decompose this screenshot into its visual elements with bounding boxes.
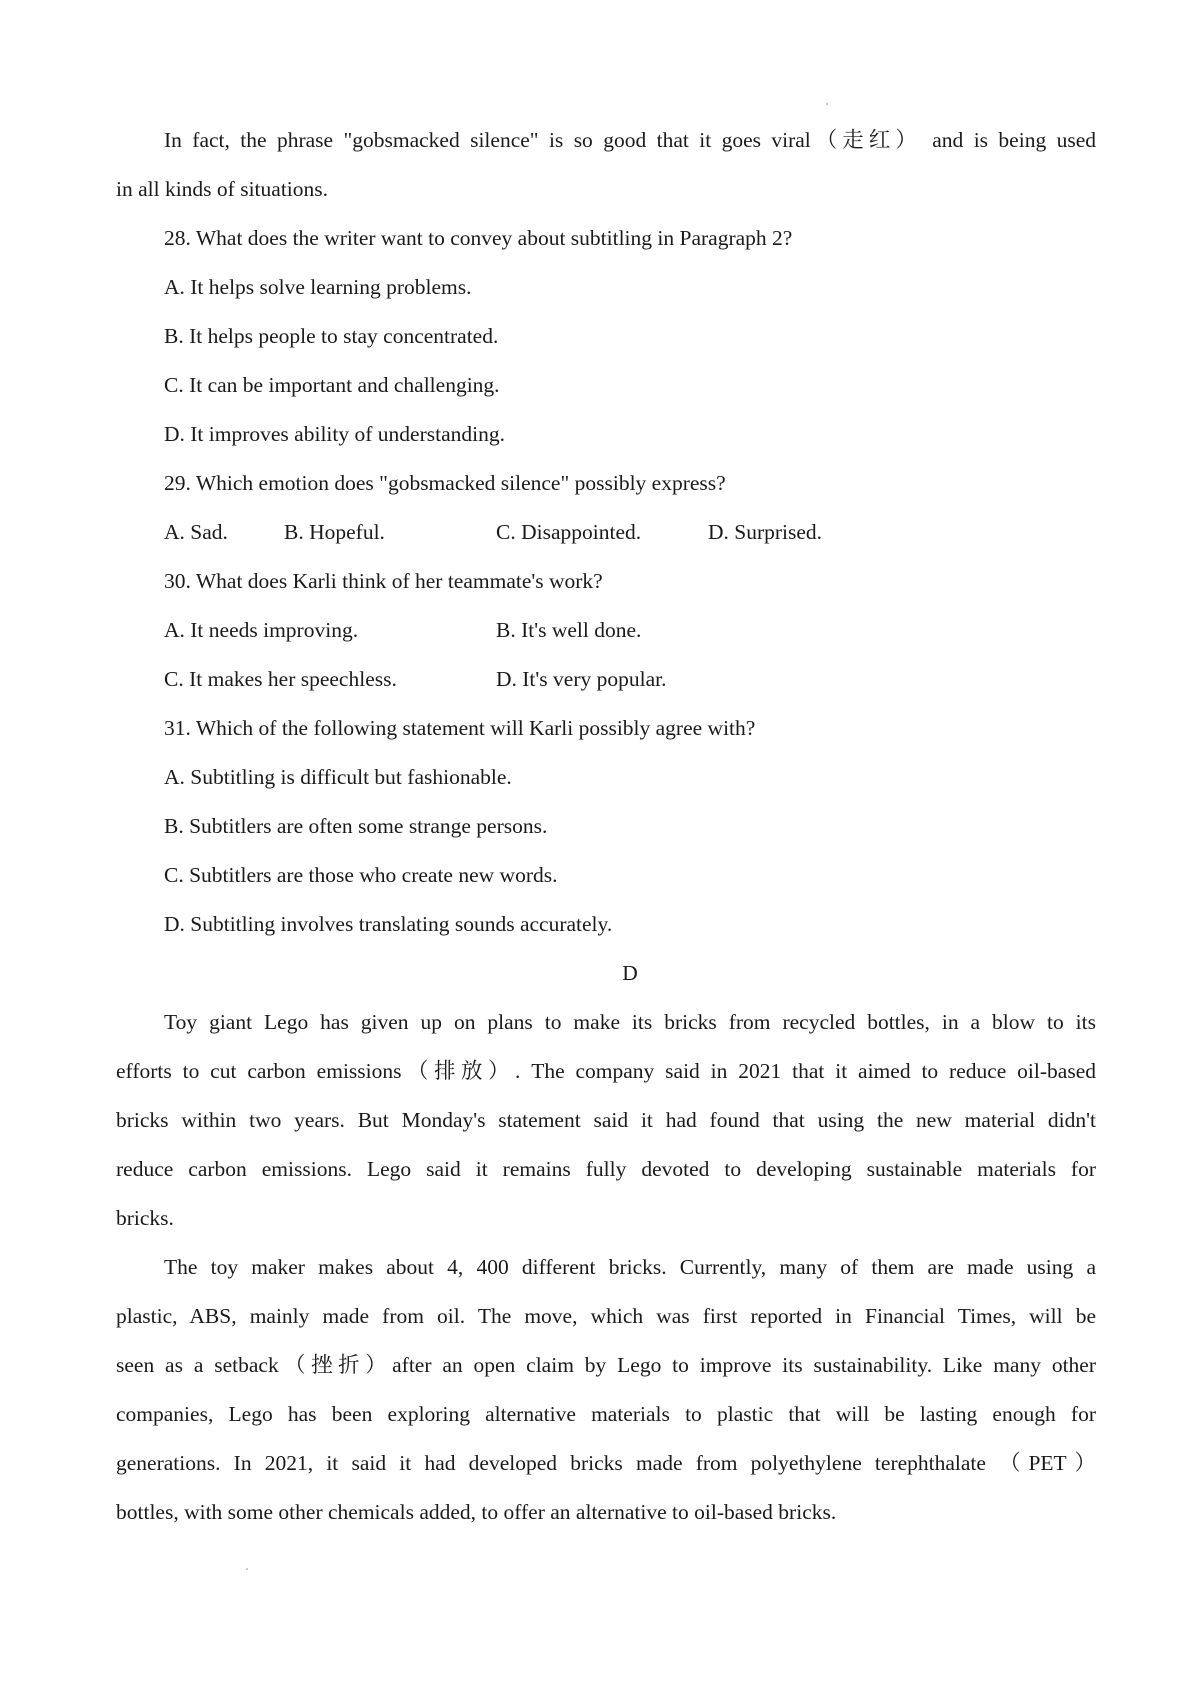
question-29-stem: 29. Which emotion does "gobsmacked silence" possibly express? xyxy=(164,471,726,495)
question-30-option-b: B. It's well done. xyxy=(496,618,642,642)
section-d-paragraph-1-line: bricks. xyxy=(116,1206,174,1230)
scan-speck xyxy=(246,1568,248,1570)
passage-c-line: in all kinds of situations. xyxy=(116,177,329,201)
section-d-paragraph-2-line: generations. In 2021, it said it had developed bricks made from polyethylene terephthalate （PET） xyxy=(116,1451,1096,1475)
question-28-stem: 28. What does the writer want to convey about subtitling in Paragraph 2? xyxy=(164,226,793,250)
question-30-stem: 30. What does Karli think of her teammate's work? xyxy=(164,569,603,593)
section-d-heading: D xyxy=(622,961,638,985)
section-d-paragraph-1-line: bricks within two years. But Monday's statement said it had found that using the new material didn't xyxy=(116,1108,1096,1132)
question-29-option-c: C. Disappointed. xyxy=(496,520,642,544)
passage-c-line: In fact, the phrase "gobsmacked silence" is so good that it goes viral（走红） and is being used xyxy=(164,128,1096,152)
section-d-paragraph-2-line: bottles, with some other chemicals added, to offer an alternative to oil-based bricks. xyxy=(116,1500,837,1524)
question-28-option-b: B. It helps people to stay concentrated. xyxy=(164,324,499,348)
scan-speck xyxy=(826,103,828,105)
question-28-option-d: D. It improves ability of understanding. xyxy=(164,422,505,446)
question-31-stem: 31. Which of the following statement will Karli possibly agree with? xyxy=(164,716,756,740)
question-31-option-b: B. Subtitlers are often some strange persons. xyxy=(164,814,548,838)
section-d-paragraph-2-line: plastic, ABS, mainly made from oil. The move, which was first reported in Financial Times, will be xyxy=(116,1304,1096,1328)
section-d-paragraph-1-line: efforts to cut carbon emissions（排放）. The company said in 2021 that it aimed to reduce oil-based xyxy=(116,1059,1096,1083)
question-30-option-c: C. It makes her speechless. xyxy=(164,667,397,691)
section-d-paragraph-1-line: reduce carbon emissions. Lego said it remains fully devoted to developing sustainable materials for xyxy=(116,1157,1096,1181)
question-31-option-d: D. Subtitling involves translating sounds accurately. xyxy=(164,912,613,936)
question-31-option-a: A. Subtitling is difficult but fashionable. xyxy=(164,765,512,789)
question-28-option-a: A. It helps solve learning problems. xyxy=(164,275,472,299)
section-d-paragraph-2-line: The toy maker makes about 4, 400 different bricks. Currently, many of them are made using a xyxy=(164,1255,1096,1279)
section-d-paragraph-1-line: Toy giant Lego has given up on plans to make its bricks from recycled bottles, in a blow to its xyxy=(164,1010,1096,1034)
question-28-option-c: C. It can be important and challenging. xyxy=(164,373,500,397)
section-d-paragraph-2-line: companies, Lego has been exploring alternative materials to plastic that will be lasting enough for xyxy=(116,1402,1096,1426)
question-31-option-c: C. Subtitlers are those who create new words. xyxy=(164,863,558,887)
question-29-option-b: B. Hopeful. xyxy=(284,520,385,544)
question-30-option-d: D. It's very popular. xyxy=(496,667,667,691)
section-d-paragraph-2-line: seen as a setback（挫折）after an open claim by Lego to improve its sustainability. Like many other xyxy=(116,1353,1096,1377)
question-30-option-a: A. It needs improving. xyxy=(164,618,359,642)
question-29-option-a: A. Sad. xyxy=(164,520,228,544)
question-29-option-d: D. Surprised. xyxy=(708,520,823,544)
